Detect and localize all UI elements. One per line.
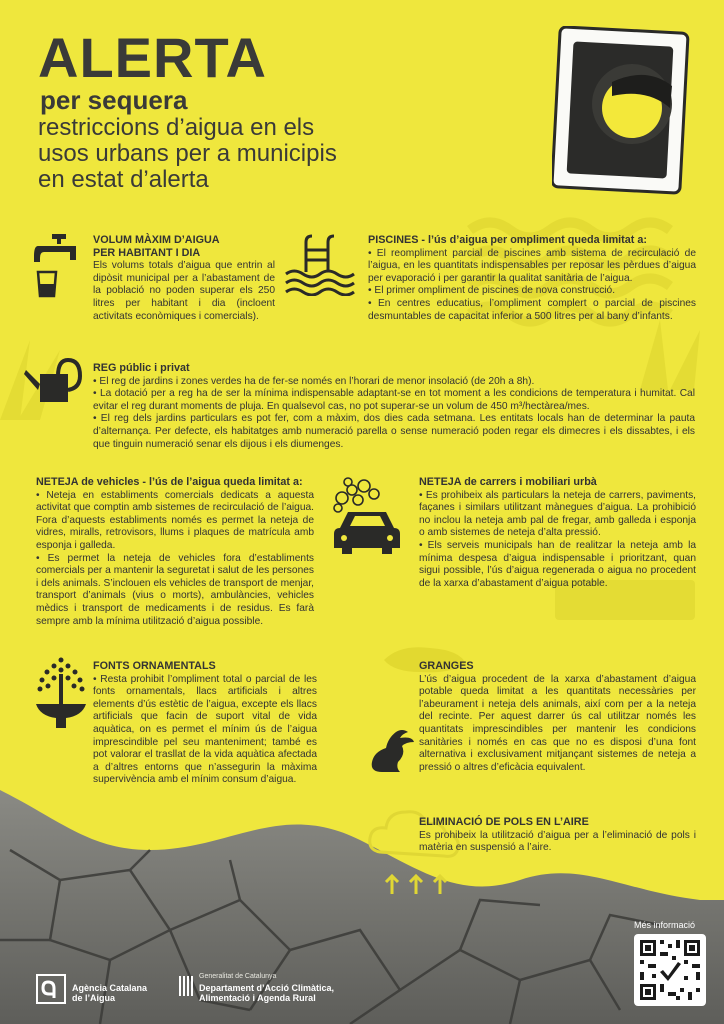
car-wash-icon [330,476,404,558]
ornamental-fountain-icon [34,656,88,736]
page-lead: restriccions d’aigua en els usos urbans per a municipis en estat d’alerta [38,114,337,193]
section-reg-bullet: • El reg de jardins i zones verdes ha de fer-se només en l’horari de menor insolació (de 20h a 8h). [93,375,535,387]
section-pols-text: Es prohibeix la utilització d’aigua per a l’eliminació de pols i matèria en suspensió a l’aire. [419,829,696,854]
department-label: Departament d’Acció Climàtica, Alimentació i Agenda Rural [199,983,335,1003]
section-carrers-title: NETEJA de carrers i mobiliari urbà [419,476,597,488]
rabbit-icon [368,728,416,774]
water-tap-icon [32,234,84,298]
section-volum-title-line-2: PER HABITANT I DIA [93,246,201,259]
aca-logo-text: Agència Catalana de l’Aigua [72,983,148,1003]
section-piscines-bullet: • El reompliment parcial de piscines amb sistema de recirculació de l’aigua, en les quantitats indispensables per reposar les pèrdues d’aigua per evaporació i per garantir la qualitat sanitària de l’aigua. [368,247,696,284]
more-info-label: Més informació [634,920,696,930]
page-title: ALERTA [38,26,267,89]
qr-code[interactable] [634,934,706,1006]
section-piscines-title: PISCINES - l’ús d’aigua per ompliment queda limitat a: [368,234,647,246]
section-vehicles-bullet: • Es permet la neteja de vehicles fora d’establiments comercials per a mantenir la seguretat i salut de les persones i dels animals. S’inclouen els vehicles de transport de menjar, transport d’animals (vius o morts), ambulàncies, vehicles mèdics i transport de medicaments i de residus. Es farà sempre amb la mínima utilització d’aigua possible. [36,552,314,627]
section-fonts-text: • Resta prohibit l’ompliment total o parcial de les fonts ornamentals, llacs artificials i altres elements d’ús estètic de l’aigua, excepte els llacs artificials que facin de suport vital de vida aquàtica, on es permet el mínim ús de l’aigua imprescindible pel seu manteniment; també es pot valorar el trasllat de la vida aquàtica afectada a d’altres entorns que n’assegurin la màxima supervivència amb el mínim consum d’aigua. [93,673,317,786]
watering-can-icon [22,356,82,406]
section-fonts [93,660,317,787]
section-reg-title: REG públic i privat [93,362,190,374]
aca-logo-icon [36,974,66,1004]
section-fonts-title: FONTS ORNAMENTALS [93,660,216,672]
qr-code-icon [634,934,706,1006]
section-granges [419,660,696,774]
section-pols-title: ELIMINACIÓ DE POLS EN L’AIRE [419,816,589,828]
yellow-traffic-light-icon [552,26,692,196]
section-vehicles-bullet: • Neteja en establiments comercials dedicats a aquesta activitat que comptin amb sistemes de recirculació de l’aigua. Fora d’aquests establiments només es permet la neteja de vidres, miralls, retrovisors, llums i plaques de matrícula amb esponja i galleda. [36,489,314,551]
generalitat-logo-icon [178,976,194,998]
section-volum-title-line-1: VOLUM MÀXIM D’AIGUA [93,234,220,246]
section-pols [419,816,696,855]
swimming-pool-icon [284,234,356,296]
section-vehicles-title: NETEJA de vehicles - l’ús de l’aigua queda limitat a: [36,476,303,488]
generalitat-label: Generalitat de Catalunya [199,973,277,980]
section-carrers-bullet: • Els serveis municipals han de realitzar la neteja amb la mínima despesa d’aigua indispensable i prioritzant, quan sigui possible, l’ús d’aigua regenerada o aigua no procedent de la xarxa d’abastament d’aigua potable. [419,539,696,589]
section-volum-text: Els volums totals d’aigua que entrin al dipòsit municipal per a l’abastament de la població no poden superar els 250 litres per habitant i dia (incloent activitats econòmiques i comercials). [93,260,275,322]
section-piscines-bullet: • El primer ompliment de piscines de nova construcció. [368,285,616,297]
section-piscines [368,234,696,323]
section-carrers-bullet: • Es prohibeix als particulars la neteja de carrers, paviments, façanes i similars utilitzant mànegues d’aigua. La prohibició no inclou la neteja amb pal de fregar, amb galleda i esponja o amb sistemes de neteja d’alta pressió. [419,489,696,539]
section-piscines-bullet: • En centres educatius, l’ompliment complert o parcial de piscines desmuntables de capacitat inferior a 500 litres per al bany d’infants. [368,297,696,322]
page-subtitle: per sequera [40,85,188,115]
section-carrers [419,476,696,590]
section-reg-bullet: • El reg dels jardins particulars es pot fer, com a màxim, dos dies cada setmana. Les entitats locals han de determinar la pauta d’alternança. Per defecte, els habitatges amb numeració parella o sense numeració poden regar els dimecres i els dissabtes, i els que tinguin numeració senar els dijous i els diumenges. [93,413,695,450]
section-granges-text: L’ús d’aigua procedent de la xarxa d’abastament d’aigua potable queda limitat a les quantitats necessàries per l’abeurament i neteja dels animals, així com per a la neteja del recinte. Per aquest darrer ús cal utilitzar només les quantitats imprescindibles per mantenir les condicions sanitàries i només en cas que no es disposi d’una font alternativa i exclusivament mitjançant sistemes de neteja a pressió o altres d’eficàcia equivalent. [419,673,696,773]
section-reg [93,362,695,451]
section-volum [93,234,275,323]
section-reg-bullet: • La dotació per a reg ha de ser la mínima indispensable adaptant-se en tot moment a les condicions de temperatura i humitat. Cal evitar el reg durant moments de pluja. En qualsevol cas, no pot superar-se un volum de 450 m³/hectàrea/mes. [93,388,695,412]
section-granges-title: GRANGES [419,660,474,672]
section-volum-title [93,234,275,259]
section-vehicles [36,476,314,628]
